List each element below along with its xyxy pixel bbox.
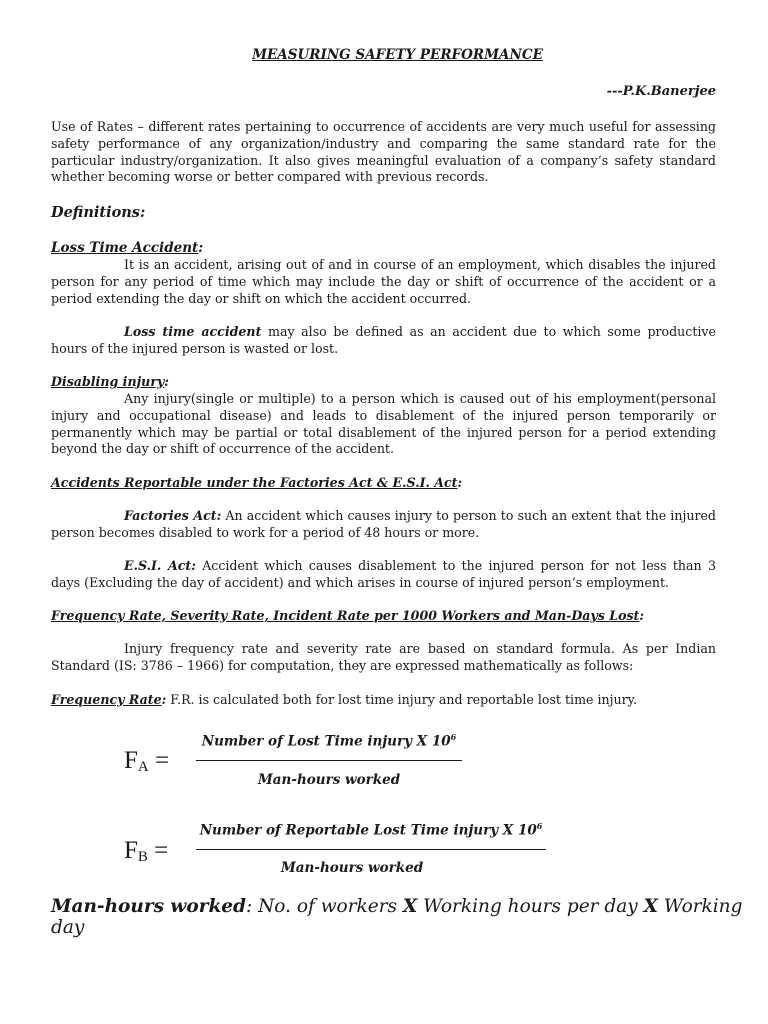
rates-heading: Frequency Rate, Severity Rate, Incident Rate per 1000 Workers and Man-Days Lost:: [51, 608, 645, 623]
factories-act-paragraph: [51, 508, 716, 542]
formula-b-subscript: B: [137, 849, 148, 865]
frequency-rate-body: F.R. is calculated both for lost time injury and reportable lost time injury.: [166, 692, 638, 707]
loss-time-alt-body: may also be defined as an accident due to which some productive hours of the injured person is wasted or lost.: [51, 324, 717, 356]
definitions-heading: Definitions:: [51, 204, 146, 221]
loss-time-body: It is an accident, arising out of and in course of an employment, which disables the injured person for any period of time which may include the day or shift of occurrence of the accident or a period extending the day or shift on which the accident occurred.: [51, 257, 716, 306]
factories-act-term: Factories Act:: [124, 508, 222, 523]
esi-act-paragraph: [51, 558, 716, 592]
rates-body: Injury frequency rate and severity rate are based on standard formula. As per Indian Standard (IS: 3786 – 1966) for computation, they are expressed mathematically as follows:: [51, 641, 716, 673]
disabling-heading-text: Disabling injury: [51, 374, 165, 389]
multiply-sign: X: [643, 896, 658, 917]
factories-act-body: An accident which causes injury to person to such an extent that the injured person becomes disabled to work for a period of 48 hours or more.: [51, 508, 716, 540]
disabling-heading: Disabling injury:: [51, 374, 169, 389]
manhours-label: Man-hours worked: [51, 896, 246, 917]
reportable-heading: Accidents Reportable under the Factories Act & E.S.I. Act:: [51, 475, 463, 490]
manhours-definition: Man-hours worked: No. of workers X Working hours per day X Working day: [51, 896, 743, 938]
intro-paragraph: Use of Rates – different rates pertaining to occurrence of accidents are very much useful for assessing safety performance of any organization/industry and comparing the same standard rate for the particular industry/organization. It also gives meaningful evaluation of a company’s safety standard whether becoming worse or better compared with previous records.: [51, 119, 716, 185]
author-byline: ---P.K.Banerjee: [606, 84, 716, 99]
loss-time-heading-text: Loss Time Accident: [51, 240, 199, 256]
frequency-rate-paragraph: Frequency Rate: F.R. is calculated both for lost time injury and reportable lost time injury.: [51, 692, 638, 707]
formula-b-label: $F_B$ =: [124, 837, 169, 865]
formula-b-numerator: Number of Reportable Lost Time injury X $10^6$: [199, 821, 543, 839]
formula-a-subscript: A: [137, 759, 149, 775]
loss-time-heading: Loss Time Accident:: [51, 240, 204, 256]
rates-heading-text: Frequency Rate, Severity Rate, Incident Rate per 1000 Workers and Man-Days Lost: [51, 608, 640, 623]
formula-a-denominator: Man-hours worked: [257, 772, 401, 788]
formula-a-label: $F_A$ =: [124, 747, 170, 775]
formula-b-denominator: Man-hours worked: [280, 860, 424, 876]
formula-a-fraction-bar: [196, 760, 462, 761]
loss-time-alt-term: Loss time accident: [124, 324, 262, 339]
formula-a-numerator: Number of Lost Time injury X $10^6$: [201, 732, 457, 750]
esi-act-term: E.S.I. Act:: [124, 558, 196, 573]
formula-b-fraction-bar: [196, 849, 546, 850]
document-title: MEASURING SAFETY PERFORMANCE: [252, 47, 543, 63]
frequency-rate-heading: Frequency Rate: [51, 692, 162, 707]
disabling-body: Any injury(single or multiple) to a person which is caused out of his employment(personal injury and occupational disease) and leads to disablement of the injured person temporarily or permanently which may be partial or total disablement of the injured person for a period extending beyond the day or shift of occurrence of the accident.: [51, 391, 716, 457]
multiply-sign: X: [402, 896, 418, 917]
loss-time-alt-paragraph: [51, 324, 716, 358]
esi-act-body: Accident which causes disablement to the injured person for not less than 3 days (Excluding the day of accident) and which arises in course of injured person’s employment.: [51, 558, 716, 590]
reportable-heading-text: Accidents Reportable under the Factories Act & E.S.I. Act: [51, 475, 458, 490]
